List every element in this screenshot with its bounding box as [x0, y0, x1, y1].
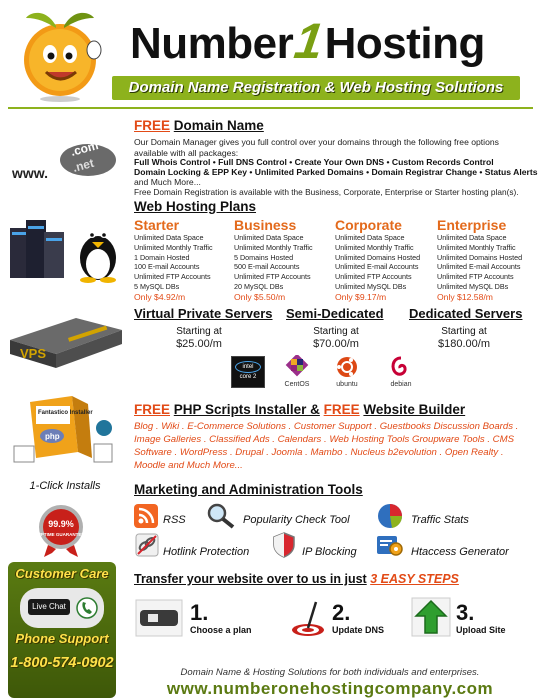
domain-features-1: Full Whois Control • Full DNS Control • Create Your Own DNS • Custom Records Control	[134, 157, 494, 167]
live-chat-widget[interactable]	[20, 588, 104, 628]
plan-feature: Unlimited MySQL DBs	[335, 281, 407, 291]
tool-traffic-stats[interactable]: Traffic Stats	[411, 514, 469, 526]
domain-features-2: Domain Locking & EPP Key • Unlimited Parked Domains • Domain Registrar Change • Status Alerts	[134, 167, 538, 177]
www-dotcom-graphic-icon	[8, 138, 120, 186]
plan-enterprise[interactable]	[437, 217, 537, 302]
centos-logo-icon	[280, 355, 314, 389]
www-label: www.	[12, 165, 49, 181]
transfer-heading-start: Transfer your website over to us in just	[134, 572, 367, 586]
settings-gear-icon	[375, 532, 405, 558]
ubuntu-logo-icon	[329, 355, 365, 389]
plan-feature: Unlimited MySQL DBs	[437, 281, 509, 291]
mascot-logo-icon	[16, 4, 104, 102]
step-number: 3.	[456, 600, 475, 625]
tools-heading: Marketing and Administration Tools	[134, 482, 363, 497]
plan-name: Business	[234, 217, 297, 233]
server-price: $70.00/m	[313, 338, 359, 350]
top-divider	[8, 107, 533, 109]
servers-and-linux-penguin-icon	[6, 212, 126, 284]
server-dedicated[interactable]	[409, 306, 539, 321]
rss-icon	[134, 504, 158, 528]
domain-title: Domain Name	[173, 118, 264, 133]
domain-heading	[134, 118, 264, 133]
server-price: $25.00/m	[176, 338, 222, 350]
domain-features-3: and Much More...	[134, 177, 201, 187]
server-semi-dedicated[interactable]	[286, 306, 406, 321]
transfer-heading	[134, 572, 459, 586]
scripts-heading	[134, 402, 465, 417]
intel-core2-logo-icon: intel core 2	[231, 356, 265, 388]
badge-percent: 99.9%	[48, 519, 74, 529]
support-panel	[8, 562, 116, 698]
step-label: Upload Site	[456, 625, 506, 635]
plan-feature: Unlimited Data Space	[437, 233, 507, 242]
server-starting: Starting at	[441, 326, 487, 337]
svg-text:ubuntu: ubuntu	[336, 381, 358, 388]
svg-text:CentOS: CentOS	[284, 381, 310, 388]
badge-text: UPTIME GUARANTEE	[37, 532, 85, 537]
plan-feature: 5 MySQL DBs	[134, 281, 180, 291]
server-price: $180.00/m	[438, 338, 490, 350]
plan-feature: Unlimited Monthly Traffic	[437, 242, 516, 252]
server-starting: Starting at	[176, 326, 222, 337]
plan-price: Only $4.92/m	[134, 291, 186, 302]
vps-server-unit-icon	[6, 310, 126, 372]
pie-chart-icon	[376, 502, 404, 530]
step-number: 1.	[190, 600, 209, 625]
live-chat-label: Live Chat	[28, 599, 70, 615]
tool-rss[interactable]: RSS	[163, 514, 186, 526]
handshake-icon	[134, 598, 184, 638]
plan-name: Starter	[134, 217, 180, 233]
shield-icon	[272, 531, 296, 559]
domain-free-word: FREE	[134, 118, 171, 133]
footer-tagline: Domain Name & Hosting Solutions for both individuals and enterprises.	[180, 667, 480, 678]
magnifier-icon	[206, 502, 236, 530]
svg-text:Fantastico Installer: Fantastico Installer	[38, 410, 93, 416]
server-name: Dedicated Servers	[409, 306, 523, 321]
plan-feature: 100 E-mail Accounts	[134, 262, 200, 272]
step-number: 2.	[332, 600, 351, 625]
brand-left: Number	[130, 19, 294, 68]
phone-number[interactable]: 1-800-574-0902	[10, 655, 114, 671]
plan-feature: 20 MySQL DBs	[234, 281, 284, 291]
vps-label: VPS	[20, 346, 47, 361]
debian-logo-icon	[386, 355, 416, 389]
server-vps[interactable]	[134, 306, 274, 321]
upload-arrow-icon	[410, 596, 452, 638]
hotlink-chain-icon	[134, 532, 160, 558]
plan-feature: Unlimited Monthly Traffic	[134, 242, 213, 252]
plan-feature: Unlimited Data Space	[234, 233, 304, 242]
plan-feature: Unlimited Data Space	[134, 233, 204, 242]
step-label: Choose a plan	[190, 625, 252, 635]
tool-hotlink-protection[interactable]: Hotlink Protection	[163, 546, 250, 558]
plan-corporate[interactable]	[335, 217, 435, 302]
scripts-heading-mid: PHP Scripts Installer &	[173, 402, 320, 417]
svg-text:.com: .com	[69, 138, 100, 159]
footer-url-link[interactable]: www.numberonehostingcompany.com	[166, 679, 494, 698]
brand-title	[130, 12, 540, 69]
svg-text:debian: debian	[390, 381, 412, 388]
plan-feature: Unlimited E-mail Accounts	[437, 262, 521, 272]
plan-feature: Unlimited Monthly Traffic	[234, 242, 313, 252]
target-dart-icon	[288, 598, 328, 638]
plan-feature: Unlimited FTP Accounts	[134, 272, 211, 282]
hosting-plans-heading: Web Hosting Plans	[134, 199, 257, 214]
server-name: Virtual Private Servers	[134, 306, 273, 321]
tagline-banner: Domain Name Registration & Web Hosting Solutions	[112, 76, 520, 100]
plan-name: Enterprise	[437, 217, 507, 233]
domain-intro: Our Domain Manager gives you full control over your domains through the following free options available with all packages:	[134, 137, 499, 158]
domain-note: Free Domain Registration is available with the Business, Corporate, Enterprise or Starter hosting plan(s).	[134, 187, 519, 197]
phone-handset-icon	[76, 596, 98, 620]
uptime-badge-icon	[30, 503, 92, 559]
plan-feature: Unlimited FTP Accounts	[335, 272, 412, 282]
plan-feature: Unlimited FTP Accounts	[437, 272, 514, 282]
svg-text:php: php	[45, 432, 60, 441]
plan-starter[interactable]	[134, 217, 234, 302]
phone-support-label: Phone Support	[15, 631, 109, 646]
server-name: Semi-Dedicated	[286, 306, 384, 321]
plan-feature: Unlimited Domains Hosted	[437, 252, 523, 262]
step-label: Update DNS	[332, 625, 385, 635]
brand-right: Hosting	[324, 19, 485, 68]
plan-price: Only $5.50/m	[234, 291, 286, 302]
plan-feature: Unlimited E-mail Accounts	[335, 262, 419, 272]
tool-popularity-check[interactable]: Popularity Check Tool	[243, 514, 350, 526]
svg-text:.net: .net	[71, 155, 96, 175]
one-click-installs-label: 1-Click Installs	[29, 480, 101, 492]
plan-feature: Unlimited FTP Accounts	[234, 272, 311, 282]
plan-name: Corporate	[335, 217, 402, 233]
plan-feature: 500 E-mail Accounts	[234, 262, 300, 272]
scripts-free-word: FREE	[134, 402, 171, 417]
plan-price: Only $9.17/m	[335, 291, 387, 302]
plan-feature: Unlimited Data Space	[335, 233, 405, 242]
server-starting: Starting at	[313, 326, 359, 337]
tool-htaccess-generator[interactable]: Htaccess Generator	[411, 546, 509, 558]
customer-care-label: Customer Care	[15, 566, 109, 581]
plan-feature: Unlimited Monthly Traffic	[335, 242, 414, 252]
tool-ip-blocking[interactable]: IP Blocking	[302, 546, 357, 558]
plan-price: Only $12.58/m	[437, 291, 493, 302]
plan-business[interactable]	[234, 217, 334, 302]
fantastico-box-icon	[10, 392, 120, 472]
brand-one: 1	[291, 13, 327, 69]
scripts-free-word-2: FREE	[323, 402, 360, 417]
scripts-list: Blog . Wiki . E-Commerce Solutions . Customer Support . Guestbooks Discussion Boards . Image Galleries . Classified Ads . Calendars . Web Hosting Tools Groupware Tools . CMS Software . WordPress . Drupal . Joomla . Mambo . Nucleus b2evolution . Open Realty . Moodle and Much More...	[134, 421, 519, 471]
plan-feature: Unlimited Domains Hosted	[335, 252, 421, 262]
plan-feature: 5 Domains Hosted	[234, 252, 294, 262]
plan-feature: 1 Domain Hosted	[134, 252, 190, 262]
scripts-heading-end: Website Builder	[363, 402, 466, 417]
transfer-heading-end: 3 EASY STEPS	[370, 572, 459, 586]
